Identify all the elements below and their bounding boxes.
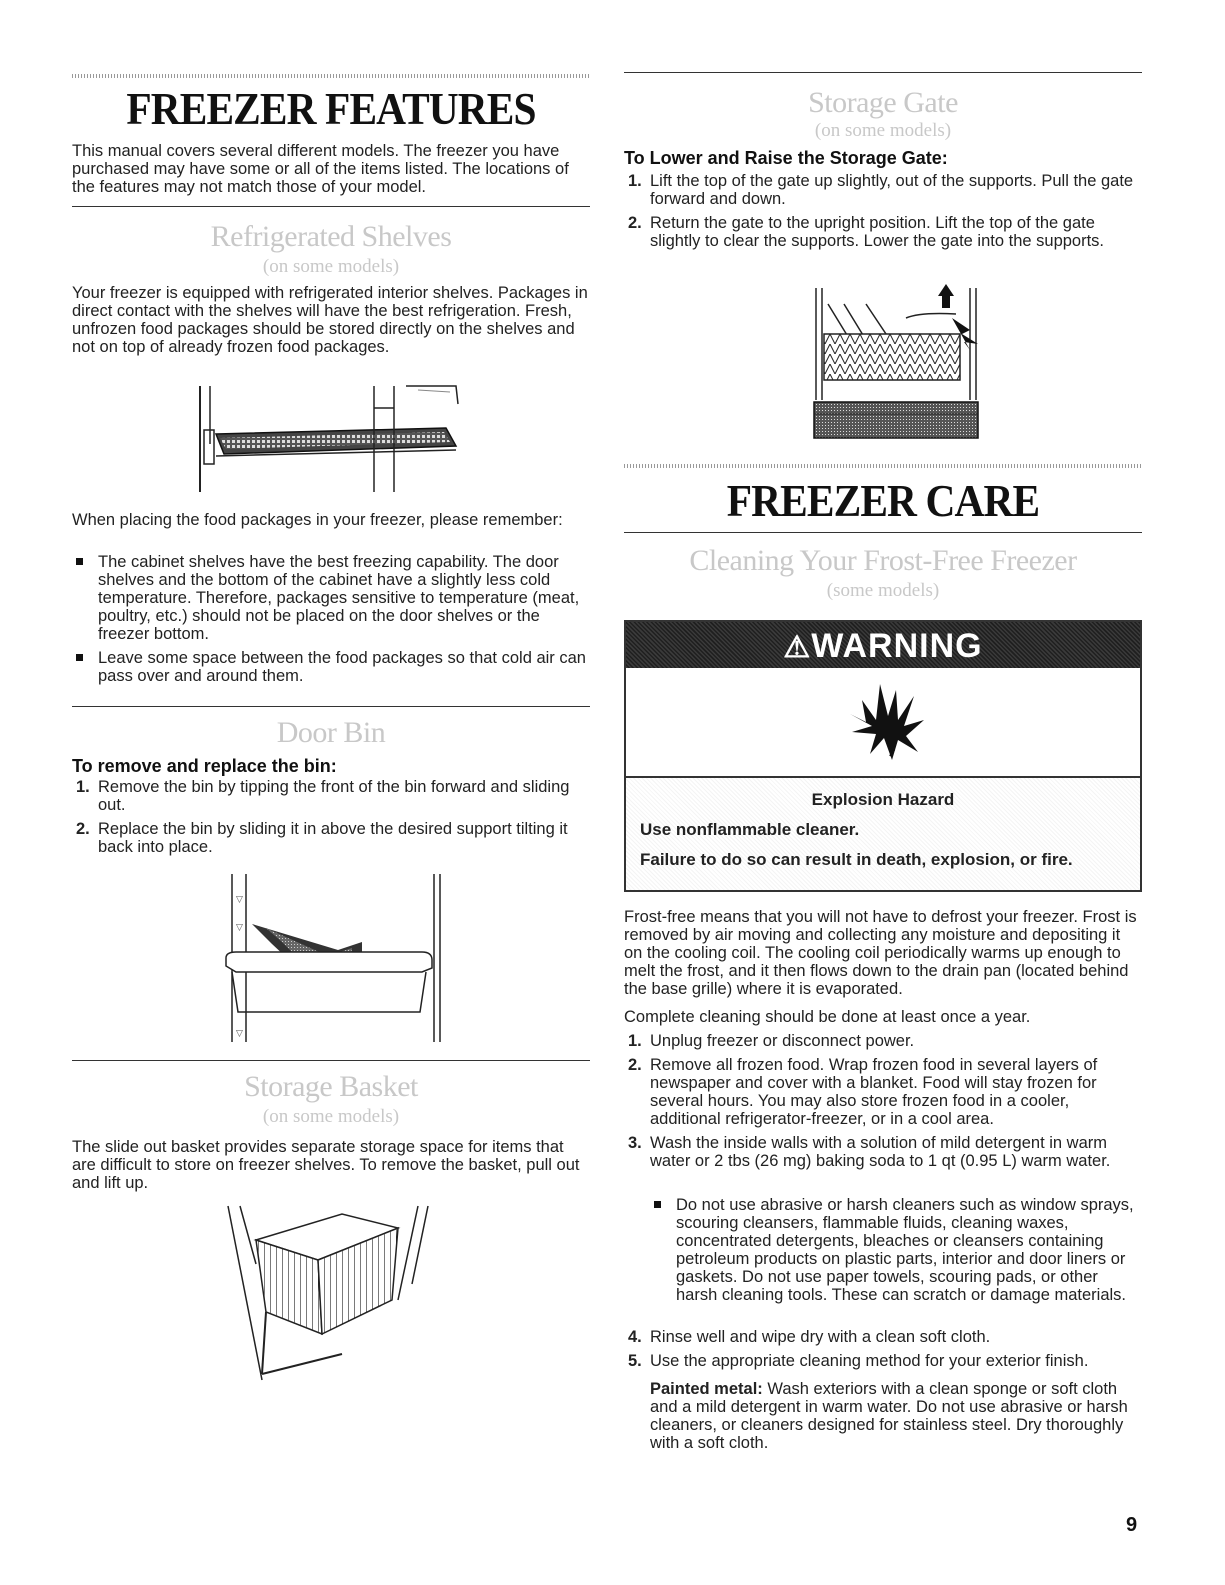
section-subtitle-gate: (on some models)	[814, 120, 952, 141]
warning-banner: ⚠WARNING	[626, 622, 1140, 668]
section-title-shelves: Refrigerated Shelves	[210, 220, 452, 253]
shelves-bullet-list	[72, 553, 590, 691]
gate-heading: To Lower and Raise the Storage Gate:	[624, 148, 948, 168]
section-title-cleaning: Cleaning Your Frost-Free Freezer	[689, 544, 1077, 577]
painted-metal-text: Wash exteriors with a clean sponge or soft cloth and a mild detergent in warm water. Do not use abrasive or harsh cleaners, or cleaners designed for stainless steel. Dry thoroughly with a soft cloth.	[650, 1380, 1128, 1452]
complete-cleaning-text: Complete cleaning should be done at least once a year.	[624, 1008, 1031, 1026]
painted-metal-paragraph	[650, 1380, 1142, 1452]
abrasive-warning-list	[650, 1196, 1142, 1310]
door-bin-steps	[72, 778, 590, 862]
section-title-gate: Storage Gate	[808, 86, 958, 119]
warning-line-1: Use nonflammable cleaner.	[640, 820, 860, 839]
bullet-icon	[76, 654, 83, 661]
hazard-title: Explosion Hazard	[811, 790, 955, 809]
gate-steps	[624, 172, 1142, 256]
shelves-body: Your freezer is equipped with refrigerated interior shelves. Packages in direct contact with the shelves will have the best refrigeration. Fresh, unfrozen food packages should be stored directly on the shelves and not on top of already frozen food packages.	[72, 284, 588, 356]
list-item: Do not use abrasive or harsh cleaners such as window sprays, scouring cleansers, flammable fluids, cleaning waxes, concentrated detergents, bleaches or cleansers containing petroleum products on plastic parts, interior and door liners or gaskets. Do not use paper towels, scouring pads, or other harsh cleaning tools. These can scratch or damage materials.	[650, 1196, 1142, 1304]
door-bin-heading: To remove and replace the bin:	[72, 756, 337, 776]
intro-text: This manual covers several different models. The freezer you have purchased may have some or all of the items listed. The locations of the features may not match those of your model.	[72, 142, 569, 196]
svg-text:▽: ▽	[236, 923, 243, 933]
divider	[72, 206, 590, 207]
list-item: 2. Replace the bin by sliding it in above the desired support tilting it back into place.	[76, 820, 568, 856]
warning-icon-area	[626, 668, 1140, 778]
door-bin-illustration	[222, 872, 446, 1044]
care-title: FREEZER CARE	[726, 475, 1040, 526]
list-item: 1. Remove the bin by tipping the front of the bin forward and sliding out.	[76, 778, 570, 814]
bullet-icon	[654, 1201, 661, 1208]
list-item: 4. Rinse well and wipe dry with a clean soft cloth.	[628, 1328, 991, 1346]
list-item: 3. Wash the inside walls with a solution of mild detergent in warm water or 2 tbs (26 mg) baking soda to 1 qt (0.95 L) warm water.	[628, 1134, 1111, 1170]
warning-line-2: Failure to do so can result in death, explosion, or fire.	[640, 850, 1073, 869]
list-item: 2. Remove all frozen food. Wrap frozen food in several layers of newspaper and cover with a blanket. Food will stay frozen for several hours. You may also store frozen food in a cooler, additional refrigerator-freezer, or in a cool area.	[628, 1056, 1098, 1128]
divider	[72, 706, 590, 707]
painted-metal-label: Painted metal:	[650, 1380, 763, 1398]
cleaning-steps	[624, 1032, 1142, 1176]
mid-dither-rule	[624, 464, 1142, 468]
list-item: 1. Unplug freezer or disconnect power.	[628, 1032, 915, 1050]
section-subtitle-shelves: (on some models)	[262, 256, 400, 277]
section-subtitle-cleaning: (some models)	[826, 580, 940, 601]
list-item: The cabinet shelves have the best freezing capability. The door shelves and the bottom of the cabinet have a slightly less cold temperature. Therefore, packages sensitive to temperature (meat, poultry, etc.) should not be placed on the door shelves or the freezer bottom.	[72, 553, 590, 643]
divider	[624, 532, 1142, 533]
page-number: 9	[1126, 1514, 1138, 1536]
warning-body	[626, 778, 1140, 890]
svg-text:▽: ▽	[236, 895, 243, 905]
svg-text:▽: ▽	[236, 1029, 243, 1039]
page-title: FREEZER FEATURES	[126, 83, 536, 134]
divider	[72, 1060, 590, 1061]
storage-gate-illustration	[810, 284, 980, 442]
basket-illustration	[222, 1204, 438, 1384]
section-title-basket: Storage Basket	[244, 1070, 418, 1103]
shelf-illustration	[196, 384, 466, 496]
warning-box	[624, 620, 1142, 892]
section-subtitle-basket: (on some models)	[262, 1106, 400, 1127]
section-title-door-bin: Door Bin	[276, 716, 386, 749]
list-item: Leave some space between the food packages so that cold air can pass over and around them.	[72, 649, 590, 685]
remember-text: When placing the food packages in your freezer, please remember:	[72, 511, 563, 529]
list-item: 5. Use the appropriate cleaning method for your exterior finish.	[628, 1352, 1089, 1370]
divider	[624, 72, 1142, 73]
basket-body: The slide out basket provides separate storage space for items that are difficult to store on freezer shelves. To remove the basket, pull out and lift up.	[72, 1138, 580, 1192]
warning-triangle-icon: ⚠	[783, 631, 812, 664]
explosion-icon	[844, 680, 928, 764]
list-item: 1. Lift the top of the gate up slightly, out of the supports. Pull the gate forward and down.	[628, 172, 1134, 208]
bullet-icon	[76, 558, 83, 565]
frost-free-body: Frost-free means that you will not have to defrost your freezer. Frost is removed by air moving and collecting any moisture and depositing it on the cooling coil. The cooling coil periodically warms up enough to melt the frost, and it then flows down to the drain pan (located behind the base grille) where it is evaporated.	[624, 908, 1137, 998]
list-item: 2. Return the gate to the upright position. Lift the top of the gate slightly to clear the supports. Lower the gate into the supports.	[628, 214, 1105, 250]
top-dither-rule	[72, 74, 590, 78]
cleaning-steps-continued	[624, 1328, 1142, 1376]
